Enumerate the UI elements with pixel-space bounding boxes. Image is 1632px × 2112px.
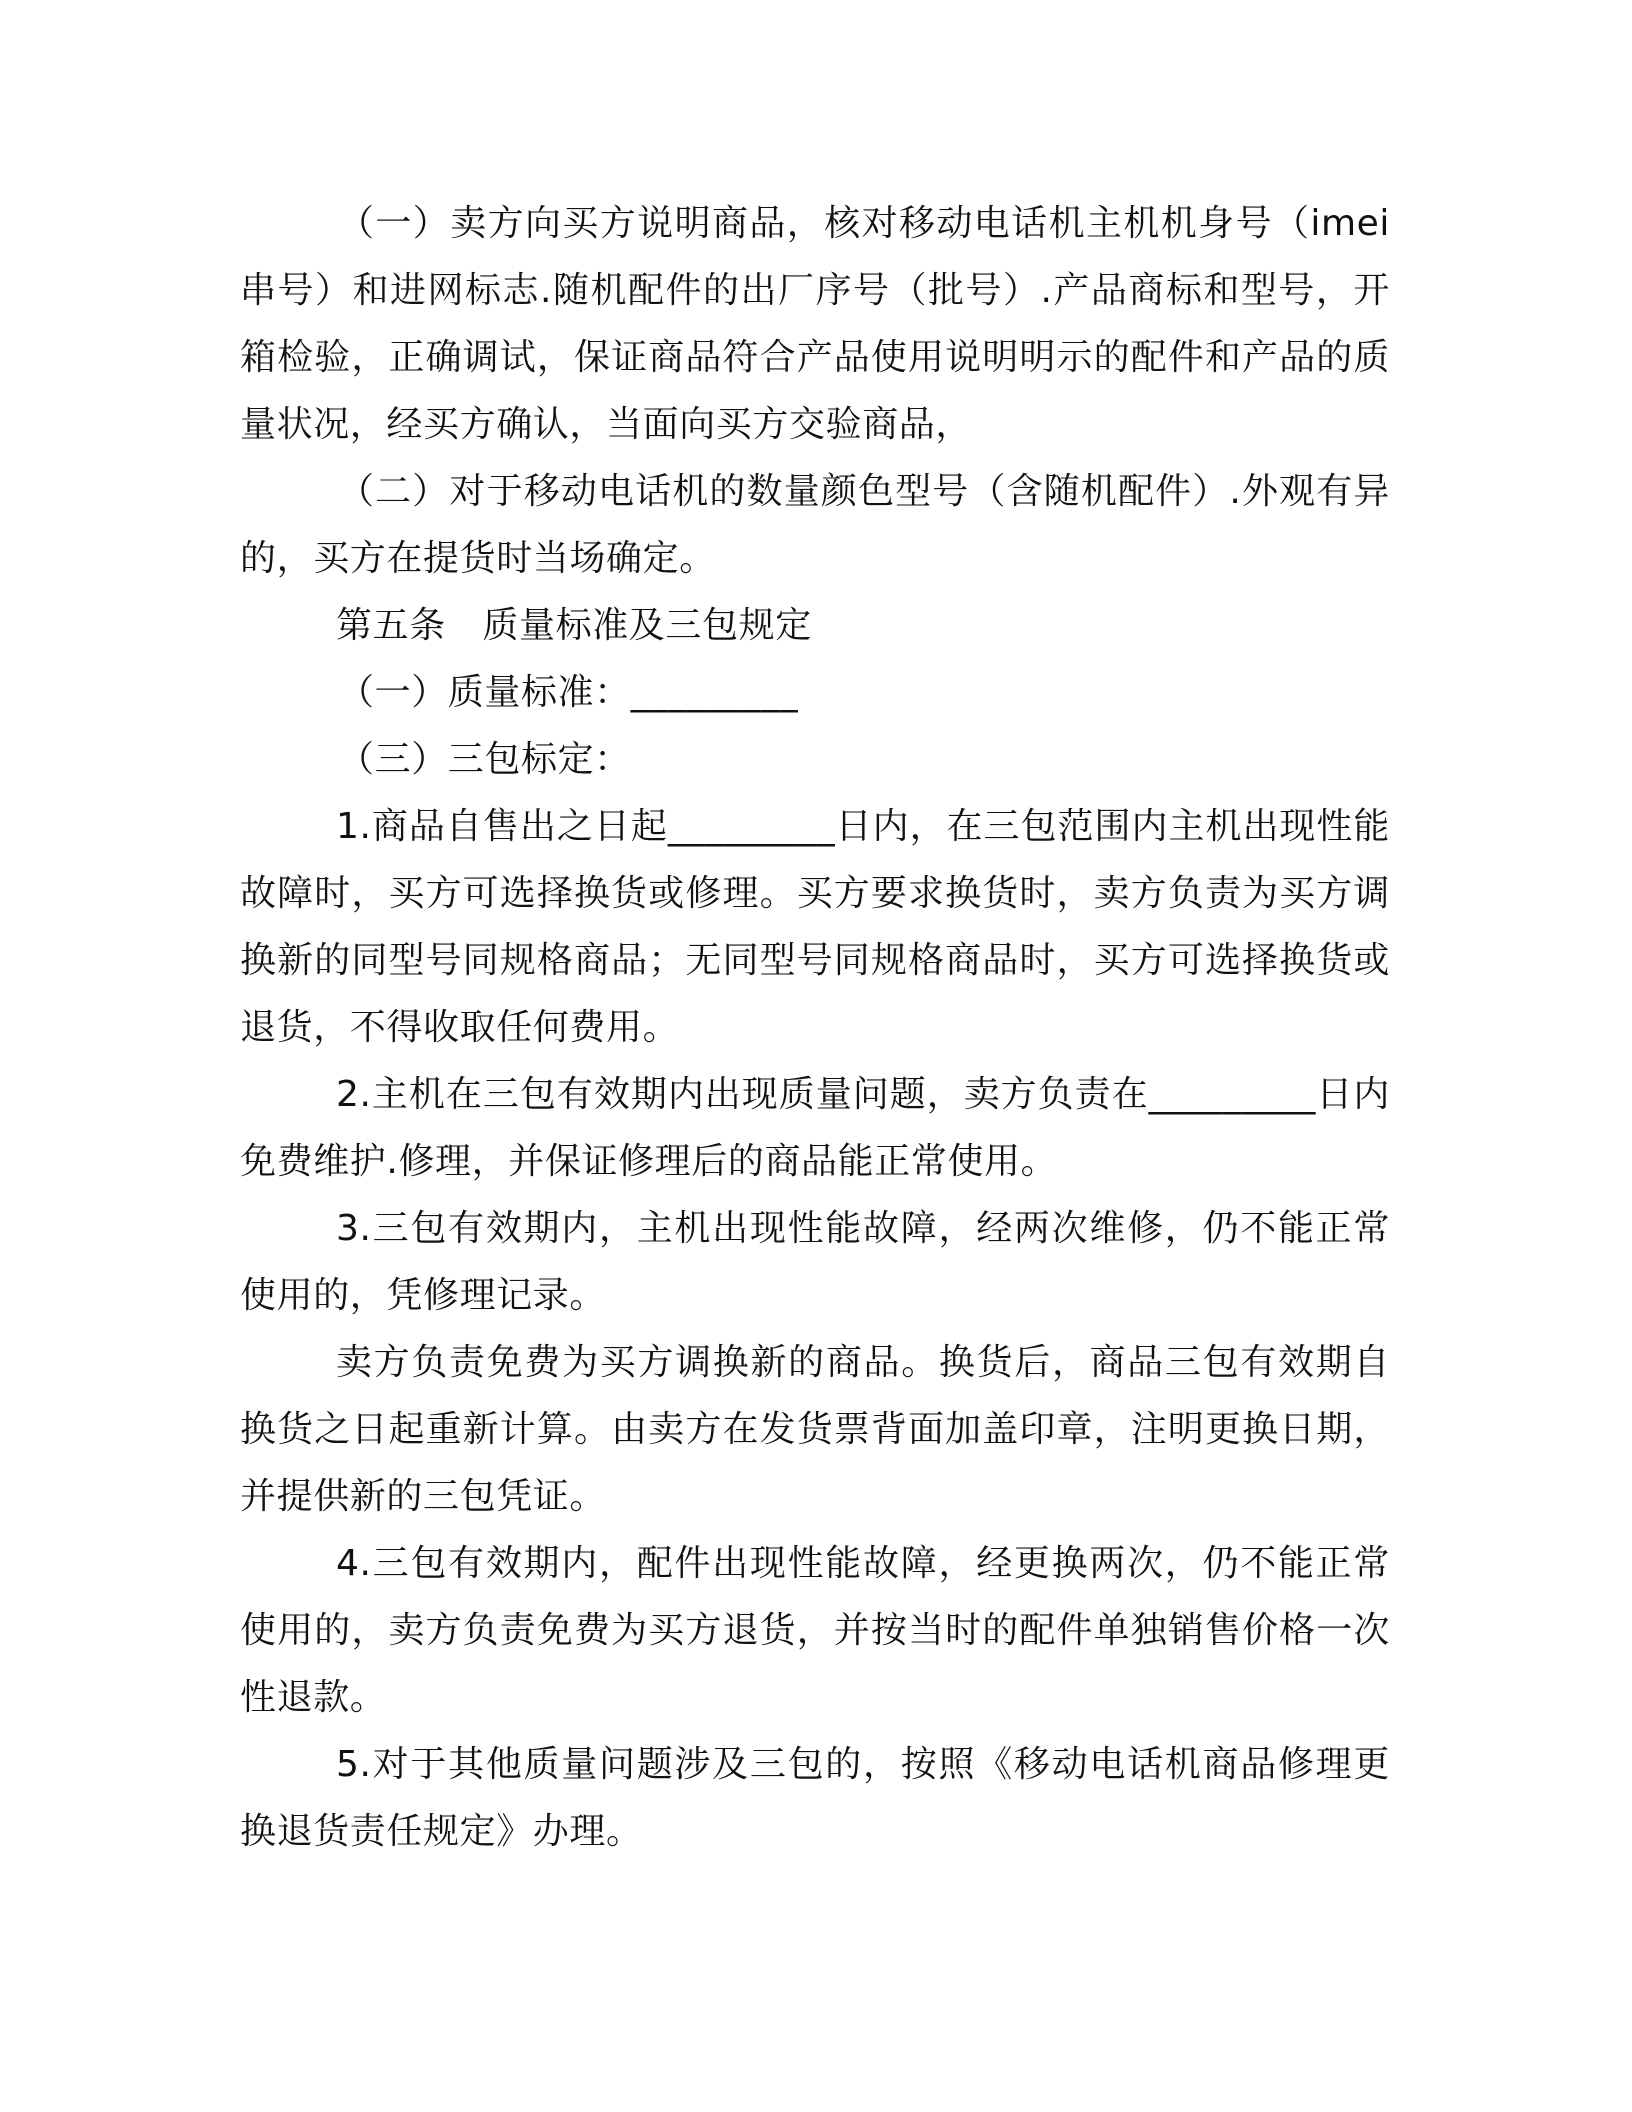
paragraph-warranty-heading: （三）三包标定：: [338, 739, 631, 780]
paragraph-quality-standard: （一）质量标准：_________: [338, 672, 799, 713]
paragraph-item-3-continued: 卖方负责免费为买方调换新的商品。换货后，商品三包有效期自换货之日起重新计算。由卖方在发货票背面加盖印章，注明更换日期，并提供新的三包凭证。: [240, 1342, 1390, 1517]
paragraph-appearance: （二）对于移动电话机的数量颜色型号（含随机配件）.外观有异的，买方在提货时当场确定。: [240, 471, 1390, 579]
document-page: [240, 190, 1390, 1865]
paragraph-item-2: 2.主机在三包有效期内出现质量问题，卖方负责在_________日内免费维护.修理，并保证修理后的商品能正常使用。: [240, 1074, 1390, 1182]
paragraph-item-3: 3.三包有效期内，主机出现性能故障，经两次维修，仍不能正常使用的，凭修理记录。: [240, 1208, 1390, 1316]
paragraph-inspection: （一）卖方向买方说明商品，核对移动电话机主机机身号（imei串号）和进网标志.随机配件的出厂序号（批号）.产品商标和型号，开箱检验，正确调试，保证商品符合产品使用说明明示的配件和产品的质量状况，经买方确认，当面向买方交验商品，: [240, 203, 1390, 445]
paragraph-item-4: 4.三包有效期内，配件出现性能故障，经更换两次，仍不能正常使用的，卖方负责免费为买方退货，并按当时的配件单独销售价格一次性退款。: [240, 1543, 1390, 1718]
paragraph-item-5: 5.对于其他质量问题涉及三包的，按照《移动电话机商品修理更换退货责任规定》办理。: [240, 1744, 1390, 1852]
paragraph-item-1: 1.商品自售出之日起_________日内，在三包范围内主机出现性能故障时，买方可选择换货或修理。买方要求换货时，卖方负责为买方调换新的同型号同规格商品；无同型号同规格商品时，买方可选择换货或退货，不得收取任何费用。: [240, 806, 1390, 1048]
article-heading: 第五条 质量标准及三包规定: [336, 605, 812, 646]
